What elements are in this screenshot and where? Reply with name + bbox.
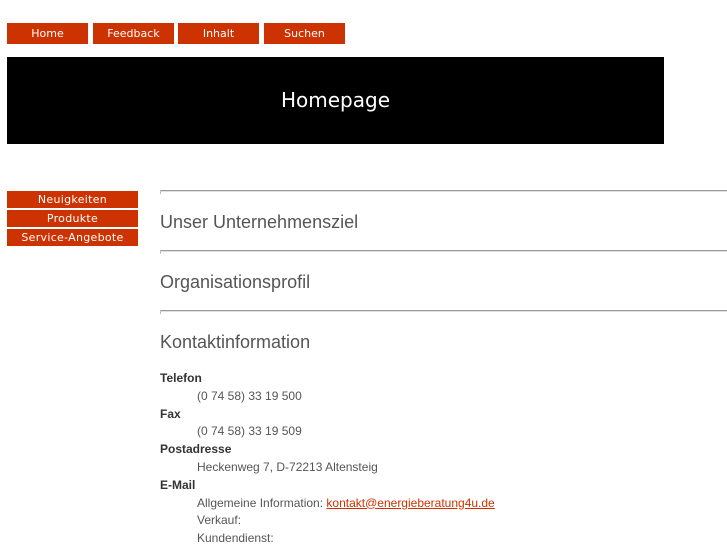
email-general-label: Allgemeine Information: bbox=[197, 495, 324, 510]
telefon-label: Telefon bbox=[160, 371, 202, 385]
email-general-row bbox=[197, 495, 495, 513]
side-navigation bbox=[7, 191, 138, 248]
email-general-link[interactable]: kontakt@energieberatung4u.de bbox=[326, 495, 495, 510]
email-label: E-Mail bbox=[160, 477, 196, 492]
nav-feedback-tab[interactable]: Feedback bbox=[93, 23, 174, 44]
nav-inhalt-tab[interactable]: Inhalt bbox=[178, 23, 259, 44]
postadresse-label: Postadresse bbox=[160, 442, 232, 457]
section-heading-kontaktinformation[interactable]: Kontaktinformation bbox=[160, 332, 311, 352]
nav-suchen-tab[interactable]: Suchen bbox=[264, 23, 345, 44]
section-divider bbox=[160, 250, 727, 252]
email-support-label: Kundendienst: bbox=[197, 531, 274, 546]
fax-label: Fax bbox=[160, 406, 181, 421]
section-heading-unternehmensziel[interactable]: Unser Unternehmensziel bbox=[160, 212, 359, 232]
postadresse-value: Heckenweg 7, D-72213 Altensteig bbox=[197, 459, 378, 474]
header-banner bbox=[7, 57, 664, 144]
email-sales-label: Verkauf: bbox=[197, 513, 242, 528]
section-divider bbox=[160, 310, 727, 312]
nav-home-tab[interactable]: Home bbox=[7, 23, 88, 44]
sidebar-item-neuigkeiten[interactable]: Neuigkeiten bbox=[7, 191, 138, 208]
section-divider bbox=[160, 190, 727, 192]
page-title: Homepage bbox=[280, 88, 390, 112]
section-heading-organisationsprofil[interactable]: Organisationsprofil bbox=[160, 272, 311, 292]
sidebar-item-produkte[interactable]: Produkte bbox=[7, 210, 138, 227]
contact-details bbox=[160, 370, 495, 548]
fax-value: (0 74 58) 33 19 509 bbox=[197, 424, 302, 439]
telefon-value: (0 74 58) 33 19 500 bbox=[197, 388, 302, 403]
sidebar-item-service-angebote[interactable]: Service-Angebote bbox=[7, 229, 138, 246]
